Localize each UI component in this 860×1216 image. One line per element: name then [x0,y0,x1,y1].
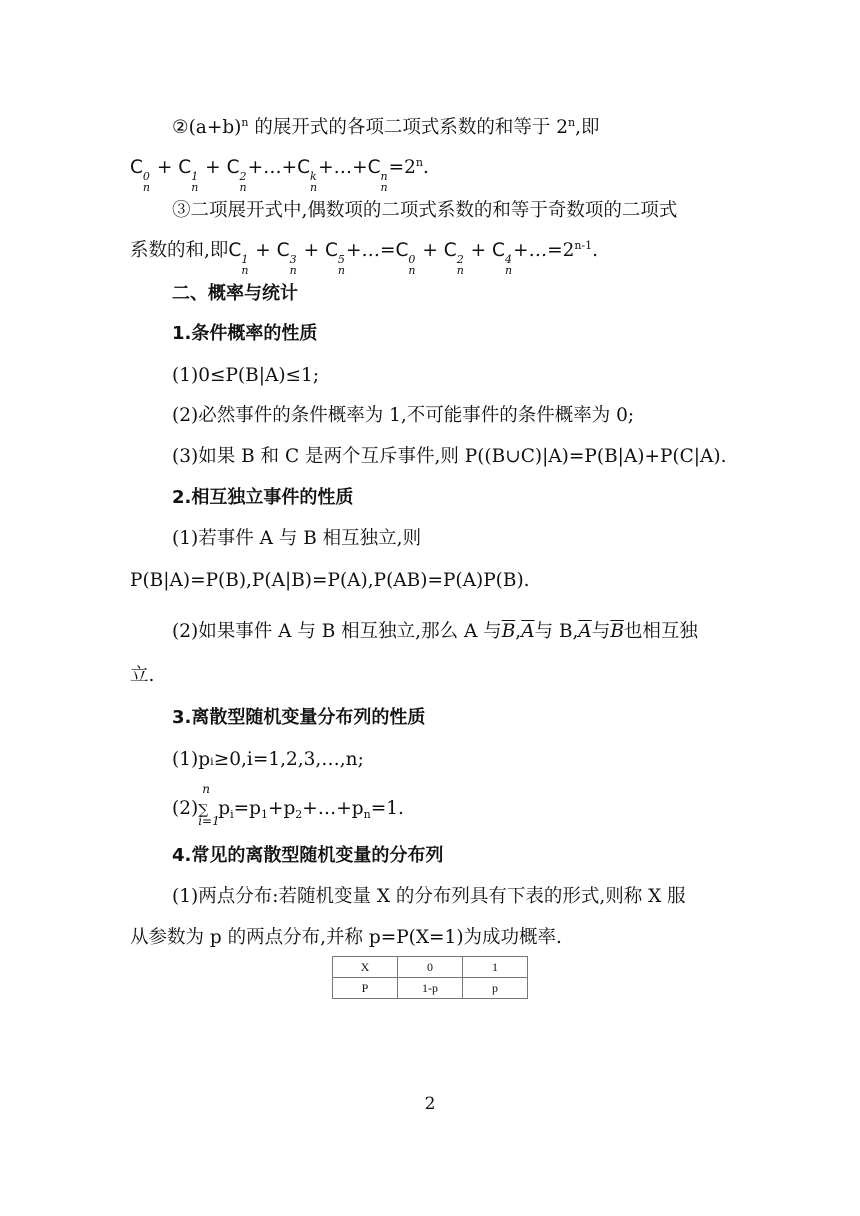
table-cell: P [333,978,398,999]
two-point-distribution-table [332,956,528,999]
page-number: 2 [424,1094,436,1114]
text-two-point-1: (1)两点分布:若随机变量 X 的分布列具有下表的形式,则称 X 服 [172,886,686,907]
text-ind-1: (1)若事件 A 与 B 相互独立,则 [172,528,422,549]
text-cp-2: (2)必然事件的条件概率为 1,不可能事件的条件概率为 0; [172,405,635,426]
heading-common-distributions: 4.常见的离散型随机变量的分布列 [172,845,444,866]
line-even-odd-intro: ③二项展开式中,偶数项的二项式系数的和等于奇数项的二项式 [172,200,678,221]
section-heading-probability: 二、概率与统计 [172,283,298,304]
line-binomial-sum-intro: $②(a+b)^n$ 的展开式的各项二项式系数的和等于 2$^n$,即 [172,116,600,138]
text-two-point-2: 从参数为 p 的两点分布,并称 p=P(X=1)为成功概率. [130,927,562,948]
table-row [333,978,528,999]
text-ind-2-cont: 立. [130,665,155,686]
table-cell: p [463,978,528,999]
text-cp-3: (3)如果 B 和 C 是两个互斥事件,则 P((B∪C)|A)=P(B|A)+P(C|A). [172,446,727,467]
heading-independent-events: 2.相互独立事件的性质 [172,487,354,508]
summation-symbol: n ∑ i=1 [198,782,220,828]
text-dist-2: (2) n ∑ i=1 $p_i=p_1+p_2+\dots+p_n=1$. [172,782,404,828]
table-cell: 1 [463,957,528,978]
heading-conditional-probability: 1.条件概率的性质 [172,323,318,344]
line-binomial-sum-formula: C 0 n + C 1 n + C 2 n +…+C k n +…+C n n $=2^n$. [130,156,429,194]
heading-distribution-properties: 3.离散型随机变量分布列的性质 [172,707,426,728]
table-cell: 1-p [398,978,463,999]
table-row [333,957,528,978]
line-even-odd-formula: 系数的和,即C 1 n + C 3 n + C 5 n +…=C 0 n + C 2 n + C 4 n $+\dots=2^{n-1}$. [130,239,599,277]
table-cell: 0 [398,957,463,978]
text-ind-2: (2)如果事件 A 与 B 相互独立,那么 A 与$\overline{B},\overline{A}$与 $B,\overline{A}$与$\overline{B}$也相互独 [172,621,698,642]
text-ind-formulas: P(B|A)=P(B),P(A|B)=P(A),P(AB)=P(A)P(B). [130,570,530,591]
text-dist-1: (1)pᵢ≥0,i=1,2,3,…,n; [172,749,364,770]
text-cp-1: (1)0≤P(B|A)≤1; [172,365,320,386]
table-cell: X [333,957,398,978]
